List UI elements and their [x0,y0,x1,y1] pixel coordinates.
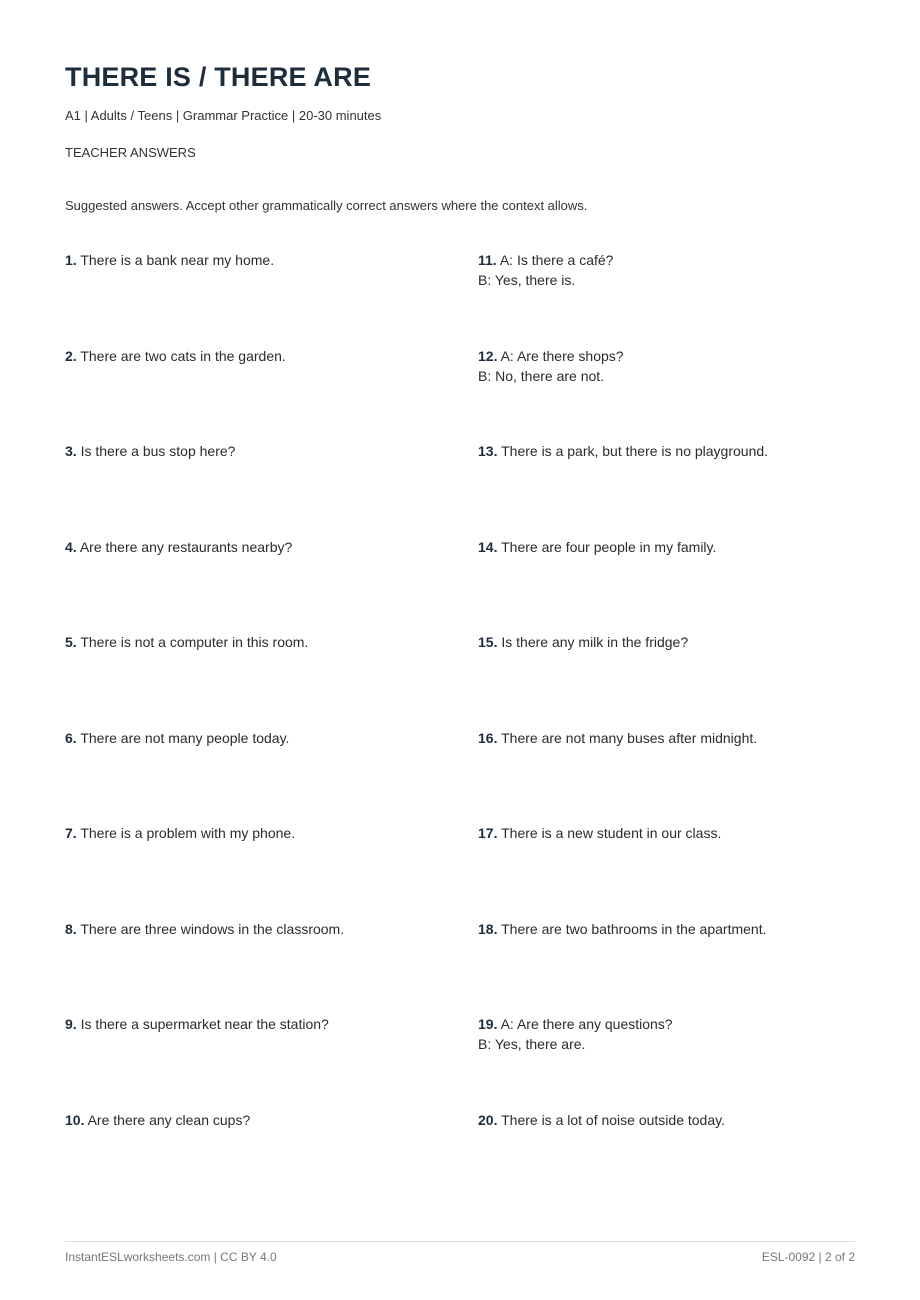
answer-item [478,250,868,346]
answer-text: B: Yes, there are. [478,1036,586,1052]
answer-line [65,346,455,366]
answer-item [478,346,868,442]
answer-line [65,1110,455,1130]
answer-line [65,441,455,461]
answer-item [478,823,868,919]
answer-text: A: Are there any questions? [500,1016,673,1032]
answer-item [65,250,455,346]
answer-text: There are four people in my family. [501,538,717,555]
answer-line [478,728,868,748]
answer-line [65,919,455,939]
answer-text: B: Yes, there is. [478,272,576,288]
answer-text: Is there any milk in the fridge? [501,634,689,650]
answer-line [478,632,868,652]
answer-line [65,728,455,748]
answer-text: There is a bank near my home. [80,252,275,268]
answer-line [478,1034,868,1054]
answer-line [478,270,868,290]
answer-text: There is a new student in our class. [501,825,722,841]
answer-text: Is there a supermarket near the station? [80,1016,329,1032]
answer-item [478,1014,868,1110]
worksheet-meta: A1 | Adults / Teens | Grammar Practice | 20-30 minutes [65,108,382,123]
answer-number: 19. [478,1016,498,1032]
answer-line [65,823,455,843]
answer-line [65,250,455,270]
answer-number: 20. [478,1111,498,1128]
answer-text: A: Are there shops? [500,347,624,364]
answer-line [478,250,868,270]
answers-column-right [478,250,868,1205]
answer-item [65,1110,455,1206]
answer-item [478,441,868,537]
answer-text: B: No, there are not. [478,367,605,384]
answer-item [65,346,455,442]
answer-item [65,537,455,633]
answer-line [478,346,868,366]
answer-number: 14. [478,538,498,555]
answer-line [65,537,455,557]
answer-line [478,441,868,461]
answer-line [478,1014,868,1034]
answer-number: 12. [478,347,498,364]
answer-text: A: Is there a café? [499,252,614,268]
answer-text: Is there a bus stop here? [80,443,236,459]
answer-number: 17. [478,825,498,841]
answer-number: 3. [65,443,77,459]
answer-text: Are there any restaurants nearby? [79,538,293,555]
answer-number: 5. [65,634,77,650]
answer-number: 15. [478,634,498,650]
answer-text: There are two cats in the garden. [80,347,286,364]
answer-line [478,537,868,557]
answer-item [478,632,868,728]
answer-line [478,1110,868,1130]
answer-text: There are three windows in the classroom. [80,920,345,937]
answer-text: There are not many people today. [80,729,290,746]
answer-item [65,632,455,728]
answer-item [65,823,455,919]
answer-text: There is a problem with my phone. [80,825,296,841]
answer-number: 2. [65,347,77,364]
answer-item [478,728,868,824]
answer-number: 8. [65,920,77,937]
answers-column-left [65,250,455,1205]
answer-number: 9. [65,1016,77,1032]
answer-number: 16. [478,729,498,746]
answer-text: There are two bathrooms in the apartment. [501,920,767,937]
answer-line [478,366,868,386]
answer-number: 7. [65,825,77,841]
section-label: TEACHER ANSWERS [65,145,196,160]
answer-text: There are not many buses after midnight. [501,729,758,746]
answer-number: 6. [65,729,77,746]
answer-item [65,1014,455,1110]
footer-page-number: ESL-0092 | 2 of 2 [761,1250,855,1264]
page-title: THERE IS / THERE ARE [65,62,372,92]
instructions: Suggested answers. Accept other grammatically correct answers where the context allows. [65,198,588,213]
answer-item [478,919,868,1015]
answer-number: 1. [65,252,77,268]
answer-line [65,1014,455,1034]
answer-item [65,728,455,824]
answer-item [65,441,455,537]
answer-item [478,1110,868,1206]
answer-text: Are there any clean cups? [87,1111,251,1128]
answer-number: 4. [65,538,77,555]
answer-number: 13. [478,443,498,459]
answer-number: 11. [478,252,497,268]
answer-item [65,919,455,1015]
answer-item [478,537,868,633]
answer-number: 10. [65,1111,85,1128]
answer-text: There is a park, but there is no playground. [501,443,769,459]
footer-source: InstantESLworksheets.com | CC BY 4.0 [65,1250,277,1264]
answer-line [65,632,455,652]
answer-number: 18. [478,920,498,937]
answer-line [478,823,868,843]
footer-divider [65,1241,855,1242]
answer-text: There is a lot of noise outside today. [501,1111,725,1128]
answer-line [478,919,868,939]
answer-text: There is not a computer in this room. [80,634,309,650]
worksheet-page [65,0,855,1300]
